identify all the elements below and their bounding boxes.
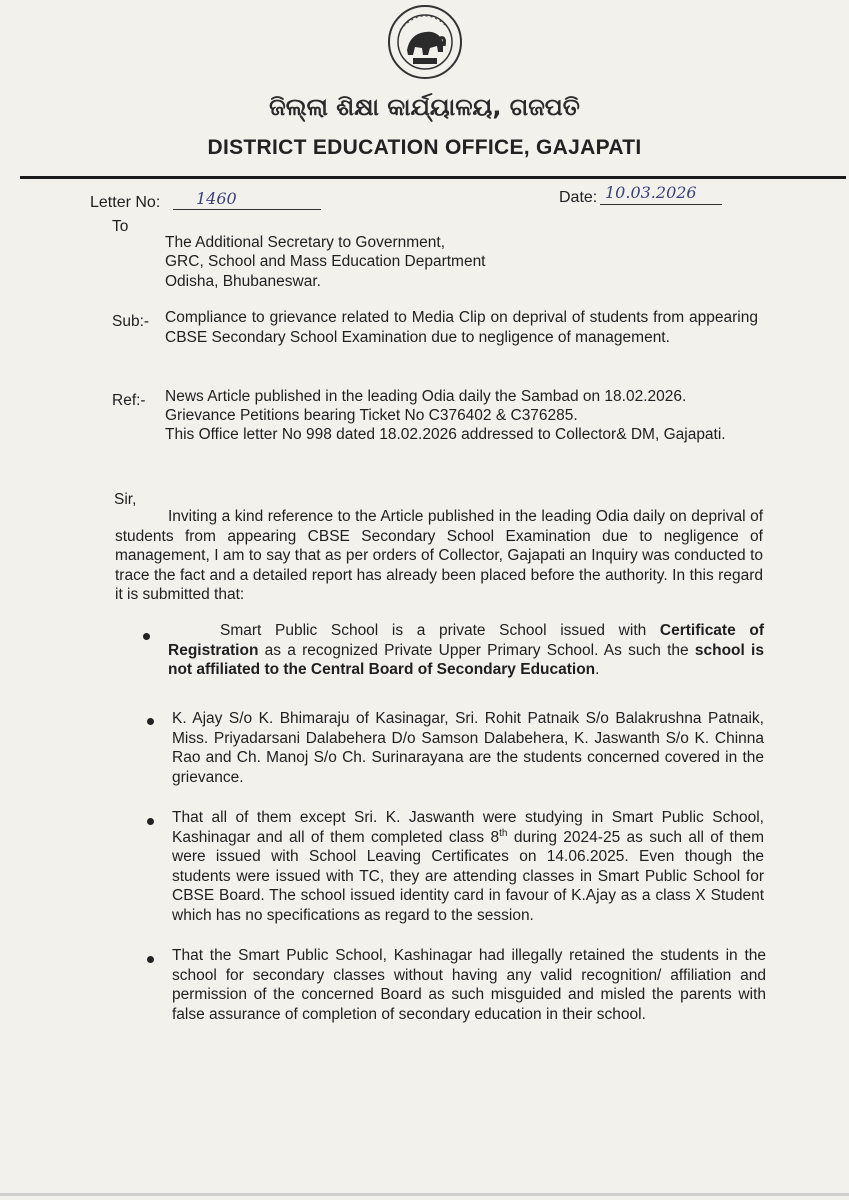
letter-no-underline [173, 209, 321, 210]
office-title-odia: ଜିଲ୍ଲା ଶିକ୍ଷା କାର୍ଯ୍ୟାଳୟ, ଗଜପତି [269, 93, 580, 121]
office-title-english: DISTRICT EDUCATION OFFICE, GAJAPATI [207, 136, 642, 159]
recipient-line-2: GRC, School and Mass Education Department [165, 253, 486, 270]
to-label: To [112, 218, 129, 235]
point-2: K. Ajay S/o K. Bhimaraju of Kasinagar, Sri. Rohit Patnaik S/o Balakrushna Patnaik, Miss. Priyadarsani Dalabehera D/o Samson Dalabehera, K. Jaswanth S/o K. Chinna Rao and Ch. Manoj S/o Ch. Surinarayana are the students concerned covered in the grievance. [172, 710, 764, 786]
reference-2: Grievance Petitions bearing Ticket No C376402 & C376285. [165, 407, 578, 424]
bullet-2 [147, 718, 154, 725]
intro-paragraph: Inviting a kind reference to the Article published in the leading Odia daily on deprival of students from appearing CBSE Secondary School Examination due to negligence of management, I am to say that as per orders of Collector, Gajapati an Inquiry was conducted to trace the fact and a detailed report has already been placed before the authority. In this regard it is submitted that: [115, 508, 763, 604]
page-bottom-edge [0, 1193, 849, 1196]
bullet-3 [147, 818, 154, 825]
bullet-4 [147, 956, 154, 963]
reference-3: This Office letter No 998 dated 18.02.2026 addressed to Collector& DM, Gajapati. [165, 426, 726, 443]
bullet-1 [143, 633, 150, 640]
subject-text: Compliance to grievance related to Media Clip on deprival of students from appearing CBSE Secondary School Examination due to negligence of management. [165, 309, 758, 346]
header-divider [20, 176, 846, 179]
recipient-line-1: The Additional Secretary to Government, [165, 234, 446, 251]
point-4: That the Smart Public School, Kashinagar had illegally retained the students in the school for secondary classes without having any valid recognition/ affiliation and permission of the concerned Board as such misguided and misled the parents with false assurance of completion of secondary education in their school. [172, 947, 766, 1023]
ref-label: Ref:- [112, 392, 146, 409]
reference-1: News Article published in the leading Odia daily the Sambad on 18.02.2026. [165, 388, 687, 405]
subject-label: Sub:- [112, 313, 150, 330]
point-1: Smart Public School is a private School issued with Certificate of Registration as a recognized Private Upper Primary School. As such the school is not affiliated to the Central Board of Secondary Education. [168, 622, 764, 679]
letter-no-label: Letter No: [90, 194, 161, 211]
point-3: That all of them except Sri. K. Jaswanth were studying in Smart Public School, Kashinagar and all of them completed class 8th during 2024-25 as such all of them were issued with School Leaving Certificates on 14.06.2025. Even though the students were issued with TC, they are attending classes in Smart Public School for CBSE Board. The school issued identity card in favour of K.Ajay as a class X Student which has no specifications as regard to the session. [172, 809, 765, 924]
odisha-state-emblem-icon [380, 0, 470, 90]
salutation: Sir, [114, 491, 137, 508]
recipient-line-3: Odisha, Bhubaneswar. [165, 273, 321, 290]
date-label: Date: [559, 189, 598, 206]
date-value: 10.03.2026 [605, 183, 697, 202]
date-underline [600, 204, 722, 205]
letter-no-value: 1460 [196, 189, 237, 208]
